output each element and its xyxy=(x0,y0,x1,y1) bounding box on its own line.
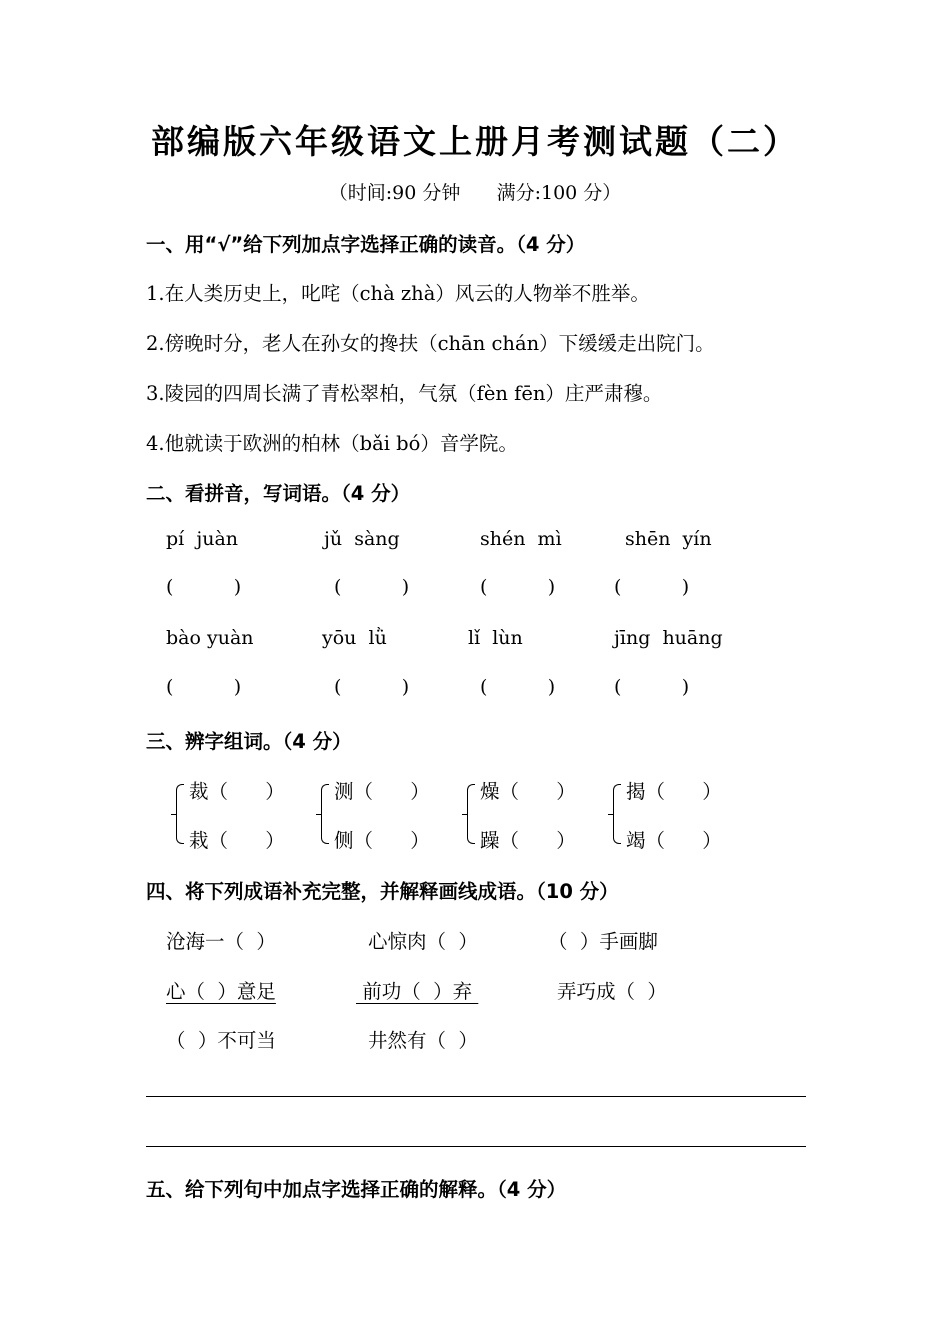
exam-info: （时间:90 分钟 满分:100 分） xyxy=(328,182,622,204)
pinyin-4: shēn yín xyxy=(625,528,712,550)
answer-blank[interactable]: ( ) xyxy=(334,576,410,598)
answer-blank[interactable]: ( ) xyxy=(614,576,690,598)
answer-blank[interactable]: ( ) xyxy=(166,676,242,698)
brace xyxy=(176,784,184,844)
answer-blank[interactable]: ( ) xyxy=(480,576,556,598)
pinyin-2: jǔ sàng xyxy=(324,528,400,550)
section-5-heading: 五、给下列句中加点字选择正确的解释。（4 分） xyxy=(146,1178,567,1201)
idiom: （ ）手画脚 xyxy=(548,930,658,953)
idiom: 弄巧成（ ） xyxy=(557,980,667,1003)
pinyin-3: shén mì xyxy=(480,528,562,550)
pinyin-7: lǐ lùn xyxy=(468,627,523,649)
brace xyxy=(467,784,475,844)
section-2-heading: 二、看拼音，写词语。（4 分） xyxy=(146,482,411,505)
pinyin-1: pí juàn xyxy=(166,528,239,550)
char-pair-bottom: 侧（ ） xyxy=(334,829,430,852)
brace xyxy=(321,784,329,844)
idiom: 沧海一（ ） xyxy=(166,930,276,953)
question-1-4: 4.他就读于欧洲的柏林（bǎi bó）音学院。 xyxy=(146,432,518,455)
question-1-1: 1.在人类历史上，叱咤（chà zhà）风云的人物举不胜举。 xyxy=(146,282,650,305)
char-pair-top: 测（ ） xyxy=(334,780,430,803)
char-pair-bottom: 栽（ ） xyxy=(189,829,285,852)
char-pair-bottom: 躁（ ） xyxy=(480,829,576,852)
pinyin-8: jīng huāng xyxy=(614,627,723,649)
answer-blank[interactable]: ( ) xyxy=(166,576,242,598)
char-pair-top: 燥（ ） xyxy=(480,780,576,803)
answer-blank[interactable]: ( ) xyxy=(614,676,690,698)
answer-blank[interactable]: ( ) xyxy=(480,676,556,698)
page-title: 部编版六年级语文上册月考测试题（二） xyxy=(151,122,799,161)
answer-blank[interactable]: ( ) xyxy=(334,676,410,698)
answer-line[interactable] xyxy=(146,1096,806,1097)
section-1-heading: 一、用“√”给下列加点字选择正确的读音。（4 分） xyxy=(146,233,586,256)
question-1-2: 2.傍晚时分，老人在孙女的搀扶（chān chán）下缓缓走出院门。 xyxy=(146,332,715,355)
answer-line[interactable] xyxy=(146,1146,806,1147)
pinyin-6: yōu lǜ xyxy=(322,627,387,649)
idiom: 心惊肉（ ） xyxy=(368,930,478,953)
question-1-3: 3.陵园的四周长满了青松翠柏，气氛（fèn fēn）庄严肃穆。 xyxy=(146,382,663,405)
idiom: （ ）不可当 xyxy=(166,1029,276,1052)
char-pair-bottom: 竭（ ） xyxy=(626,829,722,852)
section-4-heading: 四、将下列成语补充完整，并解释画线成语。（10 分） xyxy=(146,880,619,903)
pinyin-5: bào yuàn xyxy=(166,627,254,649)
brace xyxy=(613,784,621,844)
char-pair-top: 揭（ ） xyxy=(626,780,722,803)
idiom-underlined: 前功（ ）弃 xyxy=(356,980,479,1003)
section-3-heading: 三、辨字组词。（4 分） xyxy=(146,730,352,753)
idiom: 井然有（ ） xyxy=(368,1029,478,1052)
idiom-underlined: 心（ ）意足 xyxy=(166,980,276,1003)
char-pair-top: 裁（ ） xyxy=(189,780,285,803)
